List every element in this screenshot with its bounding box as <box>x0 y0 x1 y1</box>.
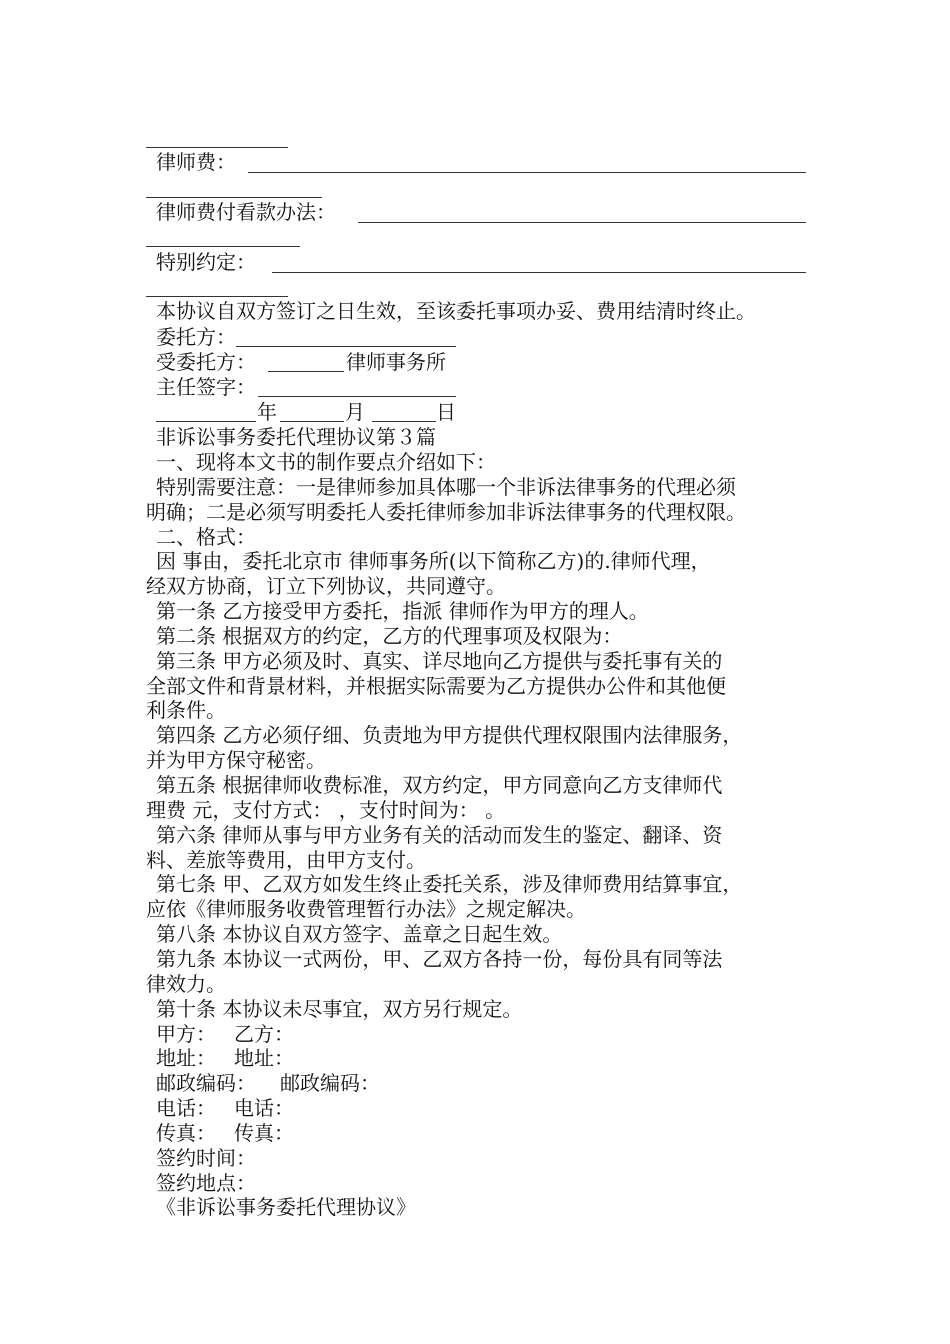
intro-body-line: 明确；二是必须写明委托人委托律师参加非诉法律事务的代理权限。 <box>146 500 746 524</box>
director-blank <box>258 396 456 397</box>
firm-label: 律师事务所 <box>346 350 446 374</box>
payment-method-label: 律师费付看款办法： <box>156 200 336 224</box>
preamble-line: 经双方协商，订立下列协议，共同遵守。 <box>146 574 506 598</box>
blank-line <box>146 147 288 148</box>
article-6-line: 第六条 律师从事与甲方业务有关的活动而发生的鉴定、翻译、资 <box>156 823 723 847</box>
day-label: 日 <box>436 400 456 424</box>
lawyer-fee-blank <box>248 172 806 173</box>
article-1: 第一条 乙方接受甲方委托，指派 律师作为甲方的理人。 <box>156 599 649 623</box>
special-terms-blank <box>272 272 806 273</box>
article-5-line: 第五条 根据律师收费标准，双方约定，甲方同意向乙方支律师代 <box>156 773 723 797</box>
article-8: 第八条 本协议自双方签字、盖章之日起生效。 <box>156 922 563 946</box>
year-blank <box>156 421 256 422</box>
month-label: 月 <box>345 400 365 424</box>
article-3-line: 全部文件和背景材料，并根据实际需要为乙方提供办公件和其他便 <box>146 674 726 698</box>
article-4-line: 第四条 乙方必须仔细、负责地为甲方提供代理权限围内法律服务， <box>156 723 743 747</box>
article-7-line: 第七条 甲、乙双方如发生终止委托关系，涉及律师费用结算事宜， <box>156 872 743 896</box>
format-heading: 二、格式： <box>156 525 256 549</box>
intro-body-line: 特别需要注意：一是律师参加具体哪一个非诉法律事务的代理必须 <box>156 475 736 499</box>
address-a-label: 地址： <box>156 1046 216 1070</box>
day-blank <box>372 421 436 422</box>
intro-heading: 一、现将本文书的制作要点介绍如下： <box>156 450 496 474</box>
article-4-line: 并为甲方保守秘密。 <box>146 748 326 772</box>
preamble-line: 因 事由，委托北京市 律师事务所(以下简称乙方)的.律师代理， <box>156 549 711 573</box>
agent-blank <box>268 371 344 372</box>
article-10: 第十条 本协议未尽事宜，双方另行规定。 <box>156 997 523 1021</box>
phone-b-label: 电话： <box>234 1096 294 1120</box>
director-label: 主任签字： <box>156 375 256 399</box>
month-blank <box>280 421 344 422</box>
article-6-line: 料、差旅等费用，由甲方支付。 <box>146 848 426 872</box>
blank-line <box>146 197 322 198</box>
postcode-a-label: 邮政编码： <box>156 1071 256 1095</box>
article-9-line: 第九条 本协议一式两份，甲、乙双方各持一份，每份具有同等法 <box>156 947 723 971</box>
blank-line <box>146 296 288 297</box>
article-7-line: 应依《律师服务收费管理暂行办法》之规定解决。 <box>146 897 586 921</box>
special-terms-label: 特别约定： <box>156 250 256 274</box>
signing-place-label: 签约地点： <box>156 1171 256 1195</box>
year-label: 年 <box>257 400 277 424</box>
client-label: 委托方： <box>156 325 236 349</box>
signing-time-label: 签约时间： <box>156 1146 256 1170</box>
article-5-line: 理费 元，支付方式： ，支付时间为： 。 <box>146 798 506 822</box>
effective-clause: 本协议自双方签订之日生效，至该委托事项办妥、费用结清时终止。 <box>156 299 756 323</box>
agent-label: 受委托方： <box>156 350 256 374</box>
payment-method-blank <box>358 222 806 223</box>
client-blank <box>236 346 456 347</box>
closing-title: 《非诉讼事务委托代理协议》 <box>156 1195 416 1219</box>
party-b-label: 乙方： <box>234 1022 294 1046</box>
fax-b-label: 传真： <box>234 1121 294 1145</box>
blank-line <box>146 246 300 247</box>
article-3-line: 利条件。 <box>146 698 226 722</box>
address-b-label: 地址： <box>234 1046 294 1070</box>
section-title: 非诉讼事务委托代理协议第３篇 <box>156 425 436 449</box>
article-2: 第二条 根据双方的约定，乙方的代理事项及权限为： <box>156 624 623 648</box>
article-3-line: 第三条 甲方必须及时、真实、详尽地向乙方提供与委托事有关的 <box>156 649 723 673</box>
phone-a-label: 电话： <box>156 1096 216 1120</box>
party-a-label: 甲方： <box>156 1022 216 1046</box>
postcode-b-label: 邮政编码： <box>280 1071 380 1095</box>
article-9-line: 律效力。 <box>146 972 226 996</box>
fax-a-label: 传真： <box>156 1121 216 1145</box>
lawyer-fee-label: 律师费： <box>156 150 236 174</box>
